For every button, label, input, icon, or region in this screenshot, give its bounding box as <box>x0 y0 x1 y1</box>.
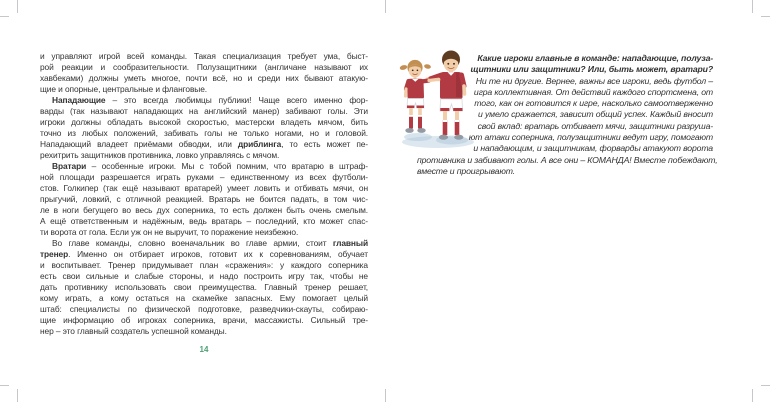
text-line: игроки должны обладать высокой скоростью, мастерски владеть мячом, бить <box>40 117 368 127</box>
crop-mark <box>17 389 18 402</box>
crop-mark <box>761 385 770 386</box>
paragraph <box>40 161 368 238</box>
text-line: и воспитывает. Тренер придумывает план «сражения»: у каждого соперника <box>40 260 368 270</box>
left-page-text <box>40 51 368 337</box>
text-line: рехитрить защитников противника, ловко управляясь с мячом. <box>40 150 280 160</box>
text-line: щие информацию об игроках соперника, врачи, массажисты. Сильный тре- <box>40 315 368 325</box>
crop-mark <box>752 0 753 13</box>
crop-mark <box>0 385 9 386</box>
text-line: щитники или защитники? Или, быть может, вратари? <box>470 64 713 75</box>
text-line: А ещё ответственным и надёжным, ведь вратарь – последний, кто может спас- <box>40 216 368 226</box>
text-line: вместе и проигрывают. <box>417 165 515 176</box>
text-line: и умело сражается, зависит общий успех. Каждый вносит <box>478 109 713 120</box>
text-line: стов. Голкипер (так ещё называют вратарей) умеет ловить и отбивать мячи, он <box>40 183 368 193</box>
text-line: Нападающий владеет приёмами обводки, или дриблинга, то есть может пе- <box>40 139 368 149</box>
paragraph <box>40 51 368 95</box>
text-line: ле в ноги бегущего во весь дух соперника, то есть должен быть очень смелым. <box>40 205 368 215</box>
text-line: противника и забивают голы. А все они – КОМАНДА! Вместе побеждают, <box>417 154 718 165</box>
text-line: варды (так называют нападающих на английский манер) забивают голы. Эти <box>40 106 368 116</box>
text-line: свой вклад: вратарь отбивает мячи, защитники разруша- <box>477 120 713 131</box>
text-line: нер – это главный создатель успешной команды. <box>40 326 227 336</box>
text-line: есть свои сильные и слабые стороны, и надо построить игру так, чтобы не <box>40 271 368 281</box>
crop-mark <box>17 0 18 13</box>
text-line: и нападающим, и защитникам, форварды атакуют ворота <box>473 143 713 154</box>
text-line: тренер. Именно он отбирает игроков, готовит их к соревнованиям, обучает <box>40 249 368 259</box>
text-line: ют атаки соперника, полузащитники ведут игру, помогают <box>468 132 713 143</box>
text-line: прыгучий, ловкий, с отличной реакцией. Вратарь не боится падать, в том чис- <box>40 194 368 204</box>
crop-mark <box>385 0 386 13</box>
text-line: Нападающие – это всегда любимцы публики! Чаще всего именно фор- <box>52 95 368 105</box>
text-line: рой реакции и сообразительности. Полузащитники (англичане называют их <box>40 62 368 72</box>
crop-mark <box>385 389 386 402</box>
paragraph <box>417 53 713 76</box>
text-line: Во главе команды, словно военачальник во главе армии, стоит главный <box>52 238 368 248</box>
text-line: Какие игроки главные в команде: нападающие, полуза- <box>477 53 713 63</box>
text-line: и управляют игрой всей команды. Такая специализация требует ума, быст- <box>40 51 368 61</box>
text-line: Ни те ни другие. Вернее, важны все игроки, ведь футбол – <box>475 75 713 86</box>
paragraph <box>40 95 368 161</box>
crop-mark <box>761 16 770 17</box>
crop-mark <box>0 16 9 17</box>
paragraph <box>417 75 718 178</box>
text-line: игра коллективная. От действий каждого спортсмена, от <box>473 86 713 97</box>
text-line: хавбеками) должны уметь многое, почти всё, но и среди них бывают атакую- <box>40 73 368 83</box>
text-line: Вратари – особенные игроки. Мы с тобой помним, что вратарю в штраф- <box>52 161 368 171</box>
page-number: 14 <box>199 345 209 354</box>
text-line: ти ворота от гола. Если уж он не выручит, то поражение неизбежно. <box>40 227 299 237</box>
text-line: точно из любых положений, забивать голы не только ногами, но и головой. <box>40 128 368 138</box>
text-line: ной площади разрешается играть руками – единственному из всех футболи- <box>40 172 368 182</box>
right-page-text <box>417 53 718 177</box>
text-line: дать противнику использовать свои преимущества. Главный тренер решает, <box>40 282 368 292</box>
text-line: кому играть, а кому остаться на скамейке запасных. Ему помогает целый <box>40 293 368 303</box>
text-line: щие и опорные, центральные и фланговые. <box>40 84 208 94</box>
text-line: штаб: специалисты по физической подготовке, разведчики-скауты, собираю- <box>40 304 368 314</box>
crop-mark <box>752 389 753 402</box>
text-line: того, как он готовится к игре, насколько самоотверженно <box>474 98 713 109</box>
paragraph <box>40 238 368 337</box>
